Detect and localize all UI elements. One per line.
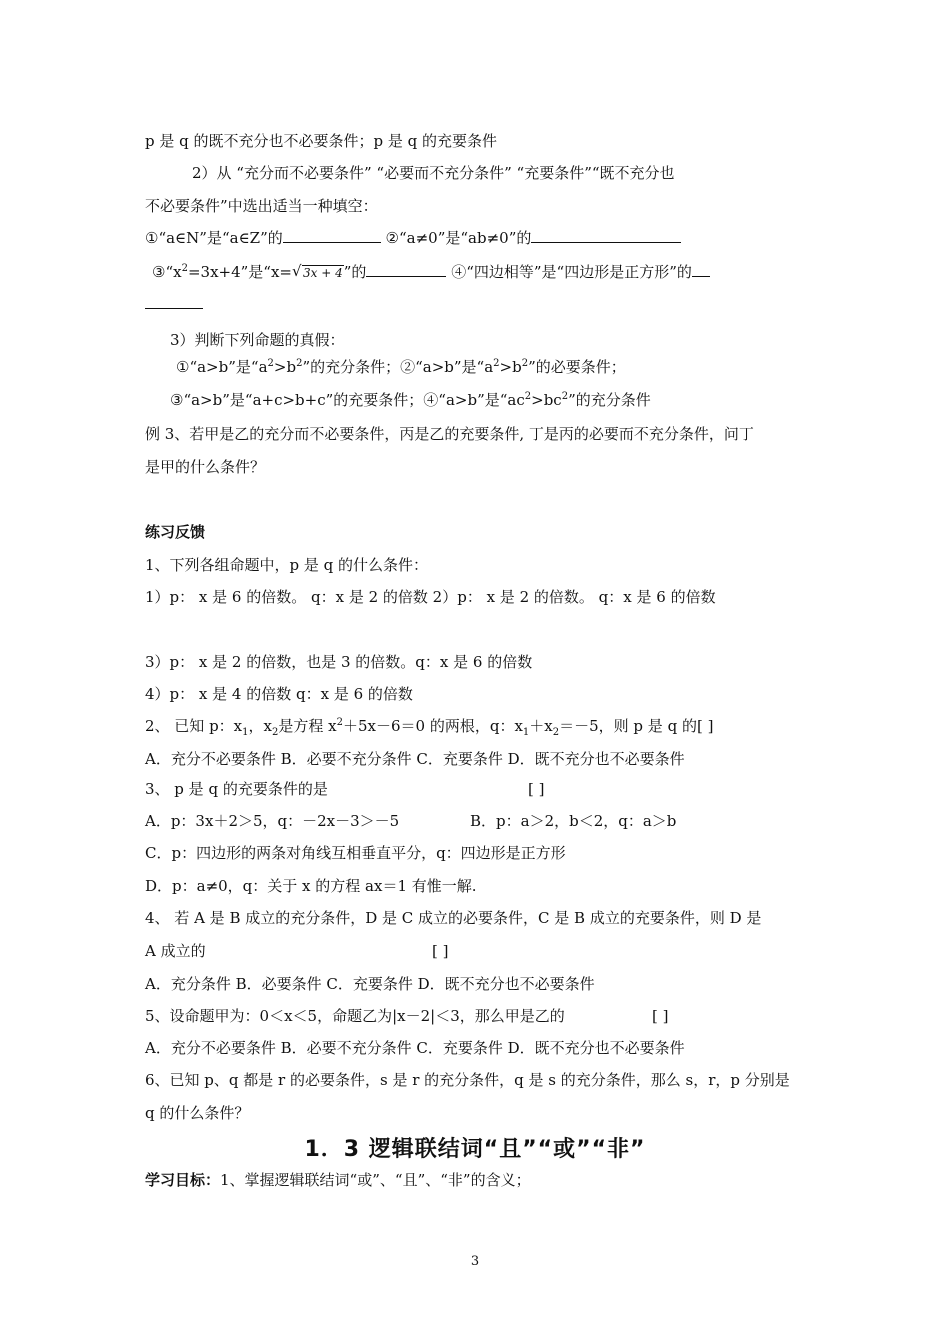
proposition-3-4: ③“a>b”是“a+c>b+c”的充要条件；④“a>b”是“$ac^2>bc^2$”的充分条件	[170, 391, 651, 409]
exercise-4-options: A．充分条件 B．必要条件 C．充要条件 D．既不充分也不必要条件	[145, 975, 595, 993]
exercise-4: 4、 若 A 是 B 成立的充分条件，D 是 C 成立的必要条件，C 是 B 成立的充要条件，则 D 是	[145, 909, 762, 927]
question-2-prompt-cont: 不必要条件”中选出适当一种填空：	[145, 197, 378, 215]
exercise-1-item-4: 4）p： x 是 4 的倍数 q：x 是 6 的倍数	[145, 685, 413, 703]
exercise-1-items-1-2: 1）p： x 是 6 的倍数。 q：x 是 2 的倍数 2）p： x 是 2 的倍数。 q：x 是 6 的倍数	[145, 588, 716, 606]
blank-4[interactable]	[692, 262, 710, 277]
exercise-1: 1、下列各组命题中，p 是 q 的什么条件：	[145, 556, 429, 574]
exercise-3-option-b: B．p：a＞2，b＜2，q：a＞b	[470, 812, 677, 830]
proposition-1-2: ①“a>b”是“$a^2>b^2$”的充分条件；②“a>b”是“$a^2>b^2$”的必要条件；	[176, 358, 626, 376]
question-2-prompt: 2）从 “充分而不必要条件” “必要而不充分条件” “充要条件”“既不充分也	[192, 164, 675, 182]
question-3-prompt: 3）判断下列命题的真假：	[170, 331, 345, 349]
exercise-5-options: A．充分不必要条件 B．必要不充分条件 C．充要条件 D．既不充分也不必要条件	[145, 1039, 685, 1057]
exercise-4-cont: A 成立的	[145, 942, 206, 960]
sqrt-expression: √ 3x + 4	[292, 262, 343, 280]
exercise-3: 3、 p 是 q 的充要条件的是	[145, 780, 328, 798]
answer-options-line: p 是 q 的既不充分也不必要条件；p 是 q 的充要条件	[145, 132, 498, 150]
exercise-6: 6、已知 p、q 都是 r 的必要条件，s 是 r 的充分条件，q 是 s 的充分条件，那么 s，r，p 分别是	[145, 1071, 790, 1089]
learning-objectives: 学习目标：1、掌握逻辑联结词“或”、“且”、“非”的含义；	[145, 1171, 531, 1189]
exercise-3-option-c: C．p：四边形的两条对角线互相垂直平分，q：四边形是正方形	[145, 844, 566, 862]
fill-blank-1-2: ①“a∈N”是“a∈Z”的 ②“a≠0”是“ab≠0”的	[145, 228, 681, 248]
exercise-6-cont: q 的什么条件？	[145, 1104, 250, 1122]
exercise-3-option-d: D．p：a≠0，q：关于 x 的方程 ax＝1 有惟一解.	[145, 877, 477, 895]
blank-4-continued	[145, 294, 203, 314]
blank-1[interactable]	[283, 228, 381, 243]
section-heading-practice: 练习反馈	[145, 523, 206, 541]
blank-2[interactable]	[531, 228, 681, 243]
exercise-3-bracket[interactable]: [ ]	[528, 780, 545, 798]
exercise-5: 5、设命题甲为：0＜x＜5，命题乙为|x－2|＜3，那么甲是乙的	[145, 1007, 565, 1025]
exercise-5-bracket[interactable]: [ ]	[652, 1007, 669, 1025]
exercise-4-bracket[interactable]: [ ]	[432, 942, 449, 960]
example-3-cont: 是甲的什么条件？	[145, 458, 266, 476]
example-3: 例 3、若甲是乙的充分而不必要条件，丙是乙的充要条件, 丁是丙的必要而不充分条件，问丁	[145, 425, 754, 443]
section-title: 1．3 逻辑联结词“且”“或”“非”	[304, 1137, 646, 1162]
exercise-2: 2、 已知 p：$x_1$，$x_2$是方程 $x^2+5x-6=0$ 的两根，q：$x_1+x_2=-5$，则 p 是 q 的[ ]	[145, 717, 714, 738]
exercise-2-options: A．充分不必要条件 B．必要不充分条件 C．充要条件 D．既不充分也不必要条件	[145, 750, 685, 768]
blank-3[interactable]	[366, 262, 446, 277]
exercise-1-item-3: 3）p： x 是 2 的倍数，也是 3 的倍数。q：x 是 6 的倍数	[145, 653, 533, 671]
exercise-3-option-a: A．p：3x＋2＞5，q：－2x－3＞－5	[145, 812, 400, 830]
fill-blank-3-4: $③“x^2=3x+4$”是“x= √ 3x + 4”的 ④“四边相等”是“四边形是正方形”的	[152, 262, 710, 283]
page-number: 3	[470, 1254, 480, 1269]
